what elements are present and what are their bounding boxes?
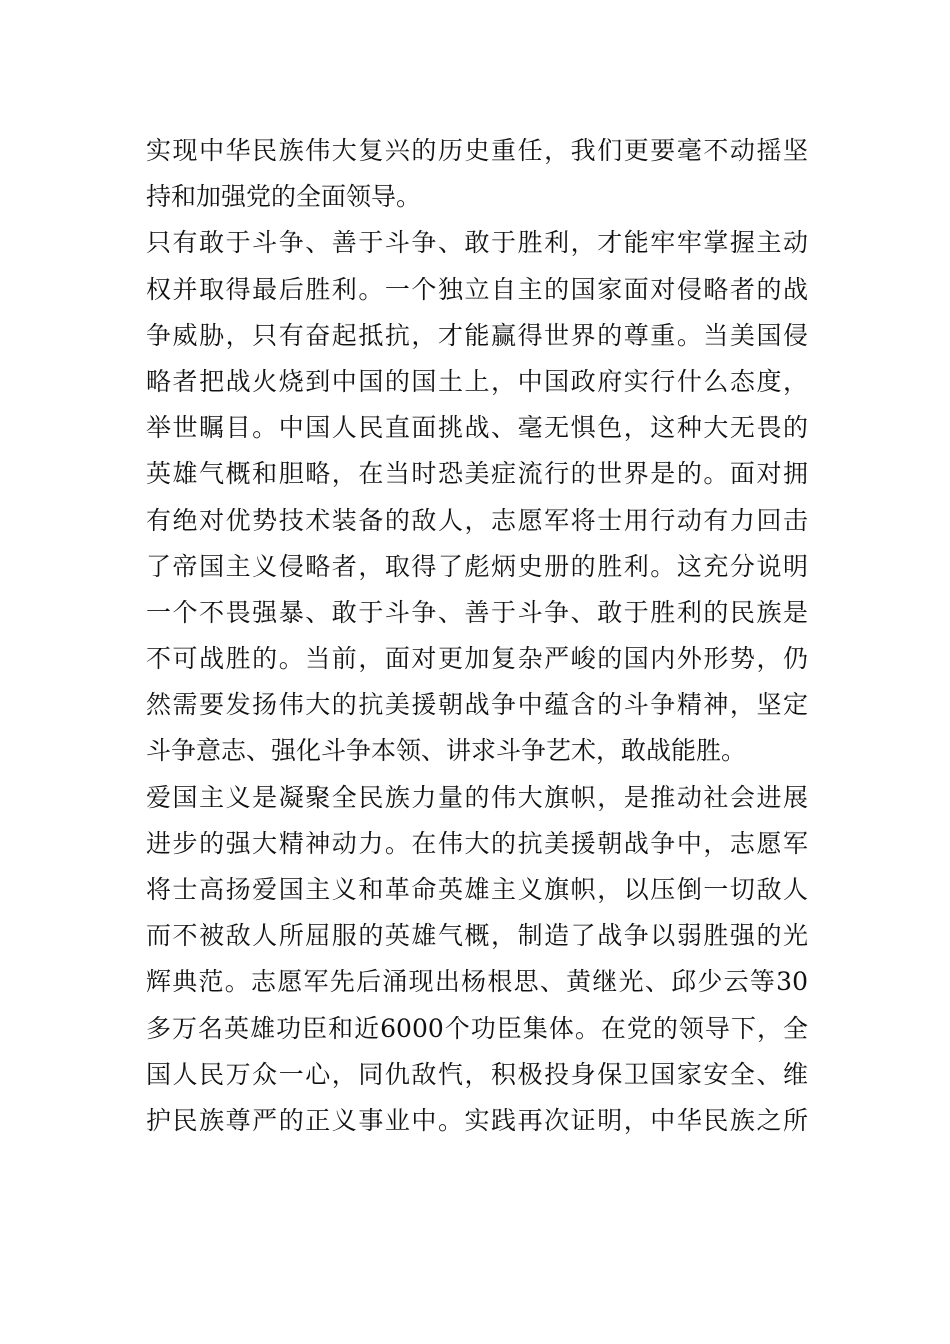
text-line: 争威胁，只有奋起抵抗，才能赢得世界的尊重。当美国侵 bbox=[146, 320, 808, 350]
text-line: 只有敢于斗争、善于斗争、敢于胜利，才能牢牢掌握主动 bbox=[146, 228, 808, 258]
text-line: 多万名英雄功臣和近6000个功臣集体。在党的领导下，全 bbox=[146, 1013, 808, 1043]
text-line: 略者把战火烧到中国的国土上，中国政府实行什么态度， bbox=[146, 366, 808, 396]
text-line: 实现中华民族伟大复兴的历史重任，我们更要毫不动摇坚 bbox=[146, 136, 808, 165]
text-line: 国人民万众一心，同仇敌忾，积极投身保卫国家安全、维 bbox=[146, 1059, 808, 1089]
paragraph bbox=[146, 775, 808, 1145]
paragraph bbox=[146, 220, 808, 774]
text-line: 权并取得最后胜利。一个独立自主的国家面对侵略者的战 bbox=[146, 274, 808, 304]
text-line: 英雄气概和胆略，在当时恐美症流行的世界是的。面对拥 bbox=[146, 459, 808, 489]
text-line: 辉典范。志愿军先后涌现出杨根思、黄继光、邱少云等30 bbox=[146, 967, 808, 997]
text-line: 而不被敌人所屈服的英雄气概，制造了战争以弱胜强的光 bbox=[146, 921, 808, 951]
text-line: 一个不畏强暴、敢于斗争、善于斗争、敢于胜利的民族是 bbox=[146, 597, 808, 627]
text-line: 护民族尊严的正义事业中。实践再次证明，中华民族之所 bbox=[146, 1105, 808, 1135]
text-line: 爱国主义是凝聚全民族力量的伟大旗帜，是推动社会进展 bbox=[146, 782, 808, 812]
text-line: 有绝对优势技术装备的敌人，志愿军将士用行动有力回击 bbox=[146, 505, 808, 535]
text-line: 了帝国主义侵略者，取得了彪炳史册的胜利。这充分说明 bbox=[146, 551, 808, 581]
document-body bbox=[146, 128, 808, 1144]
text-line: 进步的强大精神动力。在伟大的抗美援朝战争中，志愿军 bbox=[146, 828, 808, 858]
text-line: 将士高扬爱国主义和革命英雄主义旗帜，以压倒一切敌人 bbox=[146, 875, 808, 904]
text-line: 不可战胜的。当前，面对更加复杂严峻的国内外形势，仍 bbox=[146, 644, 808, 674]
paragraph bbox=[146, 128, 808, 220]
text-line: 持和加强党的全面领导。 bbox=[146, 182, 422, 212]
text-line: 举世瞩目。中国人民直面挑战、毫无惧色，这种大无畏的 bbox=[146, 413, 808, 443]
text-line: 然需要发扬伟大的抗美援朝战争中蕴含的斗争精神，坚定 bbox=[146, 690, 808, 720]
text-line: 斗争意志、强化斗争本领、讲求斗争艺术，敢战能胜。 bbox=[146, 736, 747, 766]
